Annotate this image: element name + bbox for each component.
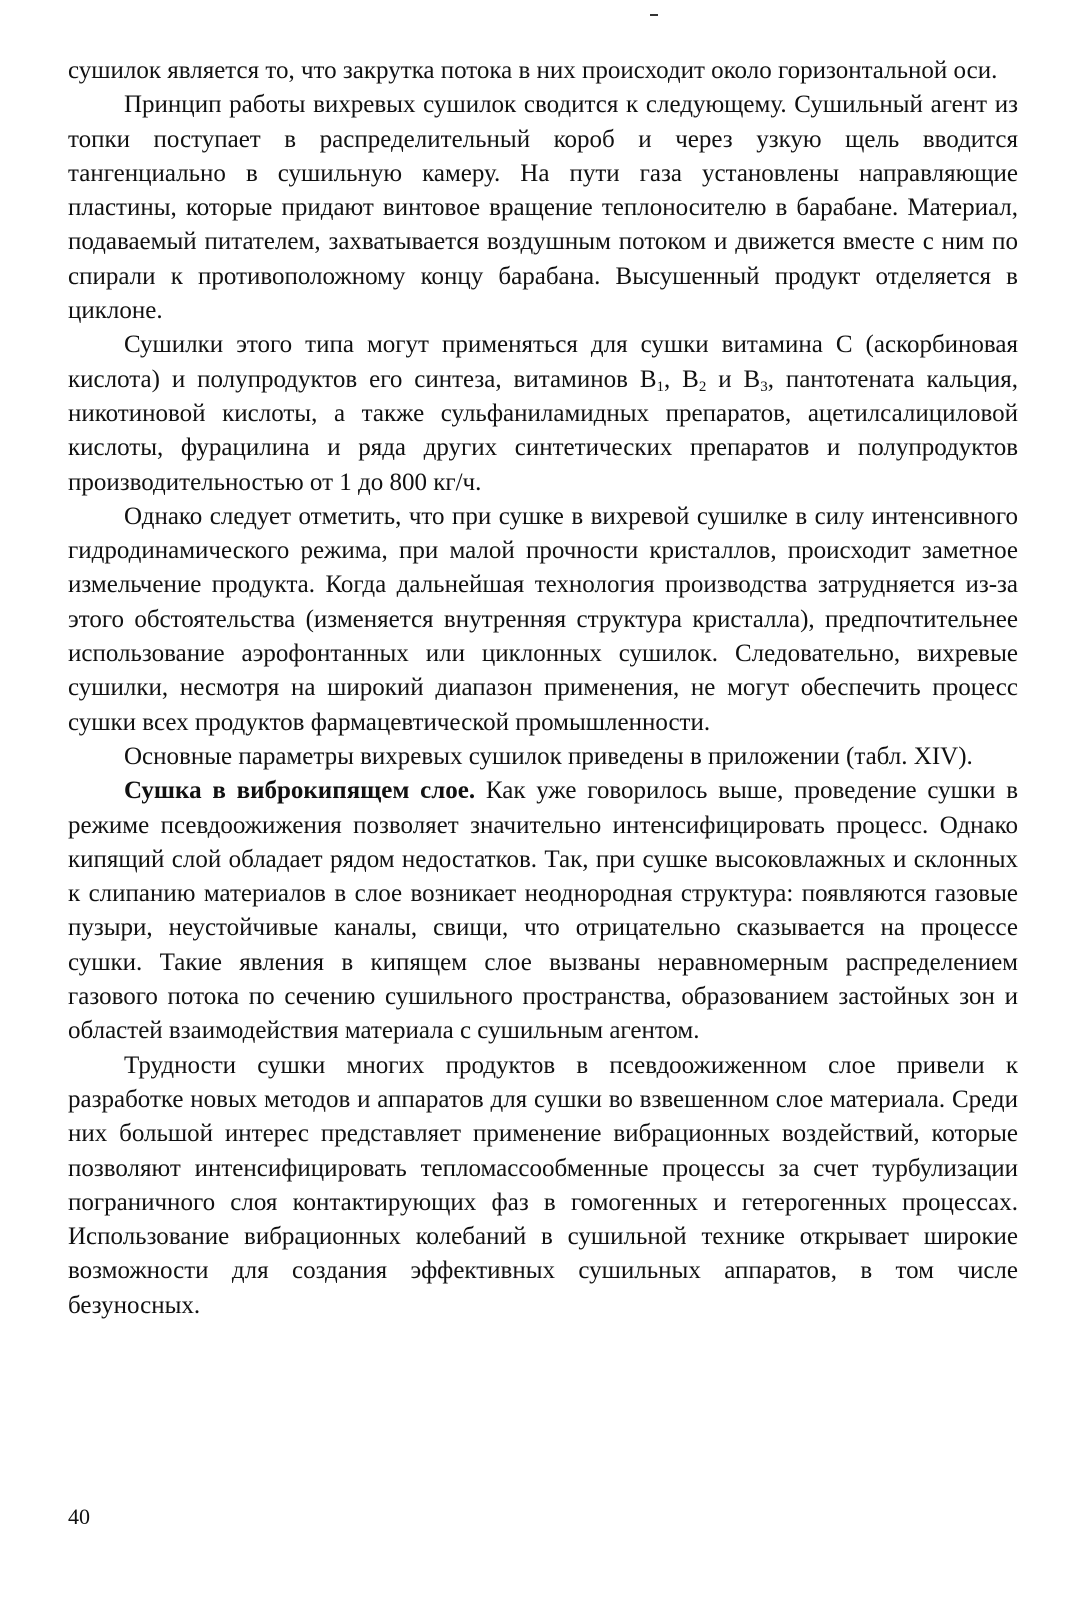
text-run: Однако следует отметить, что при сушке в вихревой сушилке в силу интенсивного гидродинамического режима, при малой прочности кристаллов, происходит заметное измельчение продукта. Когда дальнейшая технология производства затрудняется из-за этого обстоятельства (изменяется внутренняя структура кристалла), предпочтительнее использование аэрофонтанных или циклонных сушилок. Следовательно, вихревые сушилки, несмотря на широкий диапазон применения, не могут обеспечить процесс сушки всех продуктов фармацевтической промышленности. xyxy=(68,502,1018,736)
text-run: , В xyxy=(664,365,699,393)
paragraph-7 xyxy=(68,1049,1018,1323)
text-run: Основные параметры вихревых сушилок приведены в приложении (табл. XIV). xyxy=(124,742,973,770)
text-run: сушилок является то, что закрутка потока в них происходит около горизонтальной оси. xyxy=(68,57,998,84)
page-number: 40 xyxy=(68,1504,90,1529)
paragraph-5 xyxy=(68,740,1018,774)
body-text xyxy=(68,54,1018,1323)
subscript-3: 3 xyxy=(760,378,768,395)
print-mark xyxy=(650,14,658,16)
paragraph-3 xyxy=(68,328,1018,499)
text-run: Как уже говорилось выше, проведение сушки в режиме псевдоожижения позволяет значительно интенсифицировать процесс. Однако кипящий слой обладает рядом недостатков. Так, при сушке высоковлажных и склонных к слипанию материалов в слое возникает неоднородная структура: появляются газовые пузыри, неустойчивые каналы, свищи, что отрицательно сказывается на процессе сушки. Такие явления в кипящем слое вызваны неравномерным распределением газового потока по сечению сушильного пространства, образованием застойных зон и областей взаимодействия материала с сушильным агентом. xyxy=(68,777,1019,1045)
text-run: и В xyxy=(706,365,761,393)
section-heading-inline: Сушка в виброкипящем слое. xyxy=(124,777,476,805)
text-run: , пантотената кальция, никотиновой кислоты, а также сульфаниламидных препаратов, ацетилсалициловой кислоты, фурацилина и ряда других синтетических препаратов и полупродуктов производительностью от 1 до 800 кг/ч. xyxy=(68,365,1018,496)
subscript-1: 1 xyxy=(656,378,664,395)
text-run: Сушилки этого типа могут применяться для сушки витамина С (аскорбиновая кислота) и полупродуктов его синтеза, витаминов В xyxy=(68,331,1018,393)
paragraph-4 xyxy=(68,500,1018,740)
paragraph-2 xyxy=(68,88,1018,328)
paragraph-6 xyxy=(68,774,1018,1048)
text-run: Трудности сушки многих продуктов в псевдоожиженном слое привели к разработке новых методов и аппаратов для сушки во взвешенном слое материала. Среди них большой интерес представляет применение вибрационных воздействий, которые позволяют интенсифицировать тепломассообменные процессы за счет турбулизации пограничного слоя контактирующих фаз в гомогенных и гетерогенных процессах. Использование вибрационных колебаний в сушильной технике открывает широкие возможности для создания эффективных сушильных аппаратов, в том числе безуносных. xyxy=(68,1051,1018,1319)
subscript-2: 2 xyxy=(698,378,707,395)
text-run: Принцип работы вихревых сушилок сводится к следующему. Сушильный агент из топки поступает в распределительный короб и через узкую щель вводится тангенциально в сушильную камеру. На пути газа установлены направляющие пластины, которые придают винтовое вращение теплоносителю в барабане. Материал, подаваемый питателем, захватывается воздушным потоком и движется вместе с ним по спирали к противоположному концу барабана. Высушенный продукт отделяется в циклоне. xyxy=(68,91,1018,325)
paragraph-1 xyxy=(68,54,1018,88)
